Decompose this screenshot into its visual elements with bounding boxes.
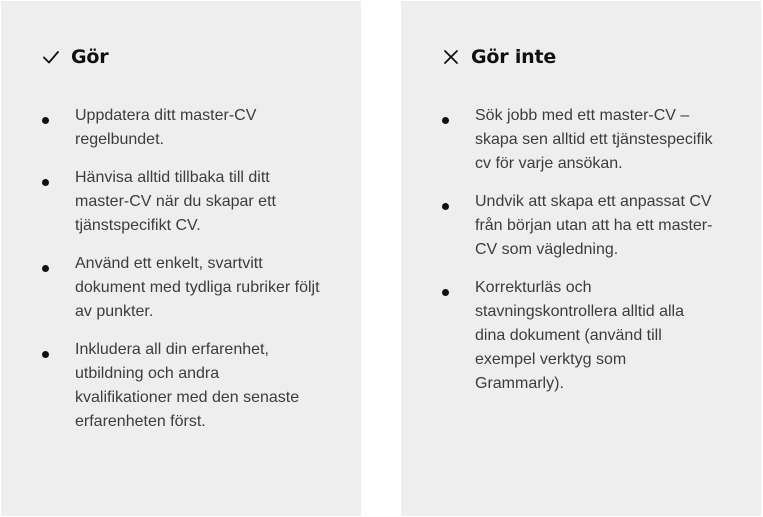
bullet-icon bbox=[442, 117, 449, 124]
dont-item-text: Undvik att skapa ett anpassat CV från början utan att ha ett master-CV som vägledning. bbox=[475, 193, 713, 258]
dont-list-item bbox=[441, 276, 715, 396]
close-icon bbox=[441, 47, 461, 67]
do-title: Gör bbox=[71, 46, 109, 68]
bullet-icon bbox=[42, 179, 49, 186]
do-item-text: Hänvisa alltid tillbaka till ditt master-CV när du skapar ett tjänstspecifikt CV. bbox=[75, 169, 276, 234]
bullet-icon bbox=[42, 117, 49, 124]
check-icon bbox=[41, 47, 61, 67]
do-list-item bbox=[41, 166, 303, 238]
dont-panel bbox=[401, 1, 761, 516]
do-list-item bbox=[41, 104, 283, 152]
do-panel bbox=[1, 1, 361, 516]
do-list-item bbox=[41, 338, 305, 434]
bullet-icon bbox=[442, 203, 449, 210]
bullet-icon bbox=[42, 265, 49, 272]
do-header bbox=[41, 45, 108, 69]
do-item-text: Inkludera all din erfarenhet, utbildning och andra kvalifikationer med den senaste erfarenheten först. bbox=[75, 341, 300, 430]
dont-list-item bbox=[441, 104, 721, 176]
bullet-icon bbox=[42, 351, 49, 358]
dont-item-text: Korrekturläs och stavningskontrollera alltid alla dina dokument (använd till exempel verktyg som Grammarly). bbox=[475, 279, 684, 392]
dont-list bbox=[441, 104, 733, 410]
do-list bbox=[41, 104, 333, 448]
do-item-text: Uppdatera ditt master-CV regelbundet. bbox=[75, 107, 257, 148]
dont-title: Gör inte bbox=[471, 46, 557, 68]
dont-item-text: Sök jobb med ett master-CV – skapa sen alltid ett tjänstespecifik cv för varje ansökan. bbox=[475, 107, 713, 172]
bullet-icon bbox=[442, 289, 449, 296]
do-list-item bbox=[41, 252, 325, 324]
do-item-text: Använd ett enkelt, svartvitt dokument med tydliga rubriker följt av punkter. bbox=[75, 255, 320, 320]
dont-list-item bbox=[441, 190, 713, 262]
dont-header bbox=[441, 45, 556, 69]
